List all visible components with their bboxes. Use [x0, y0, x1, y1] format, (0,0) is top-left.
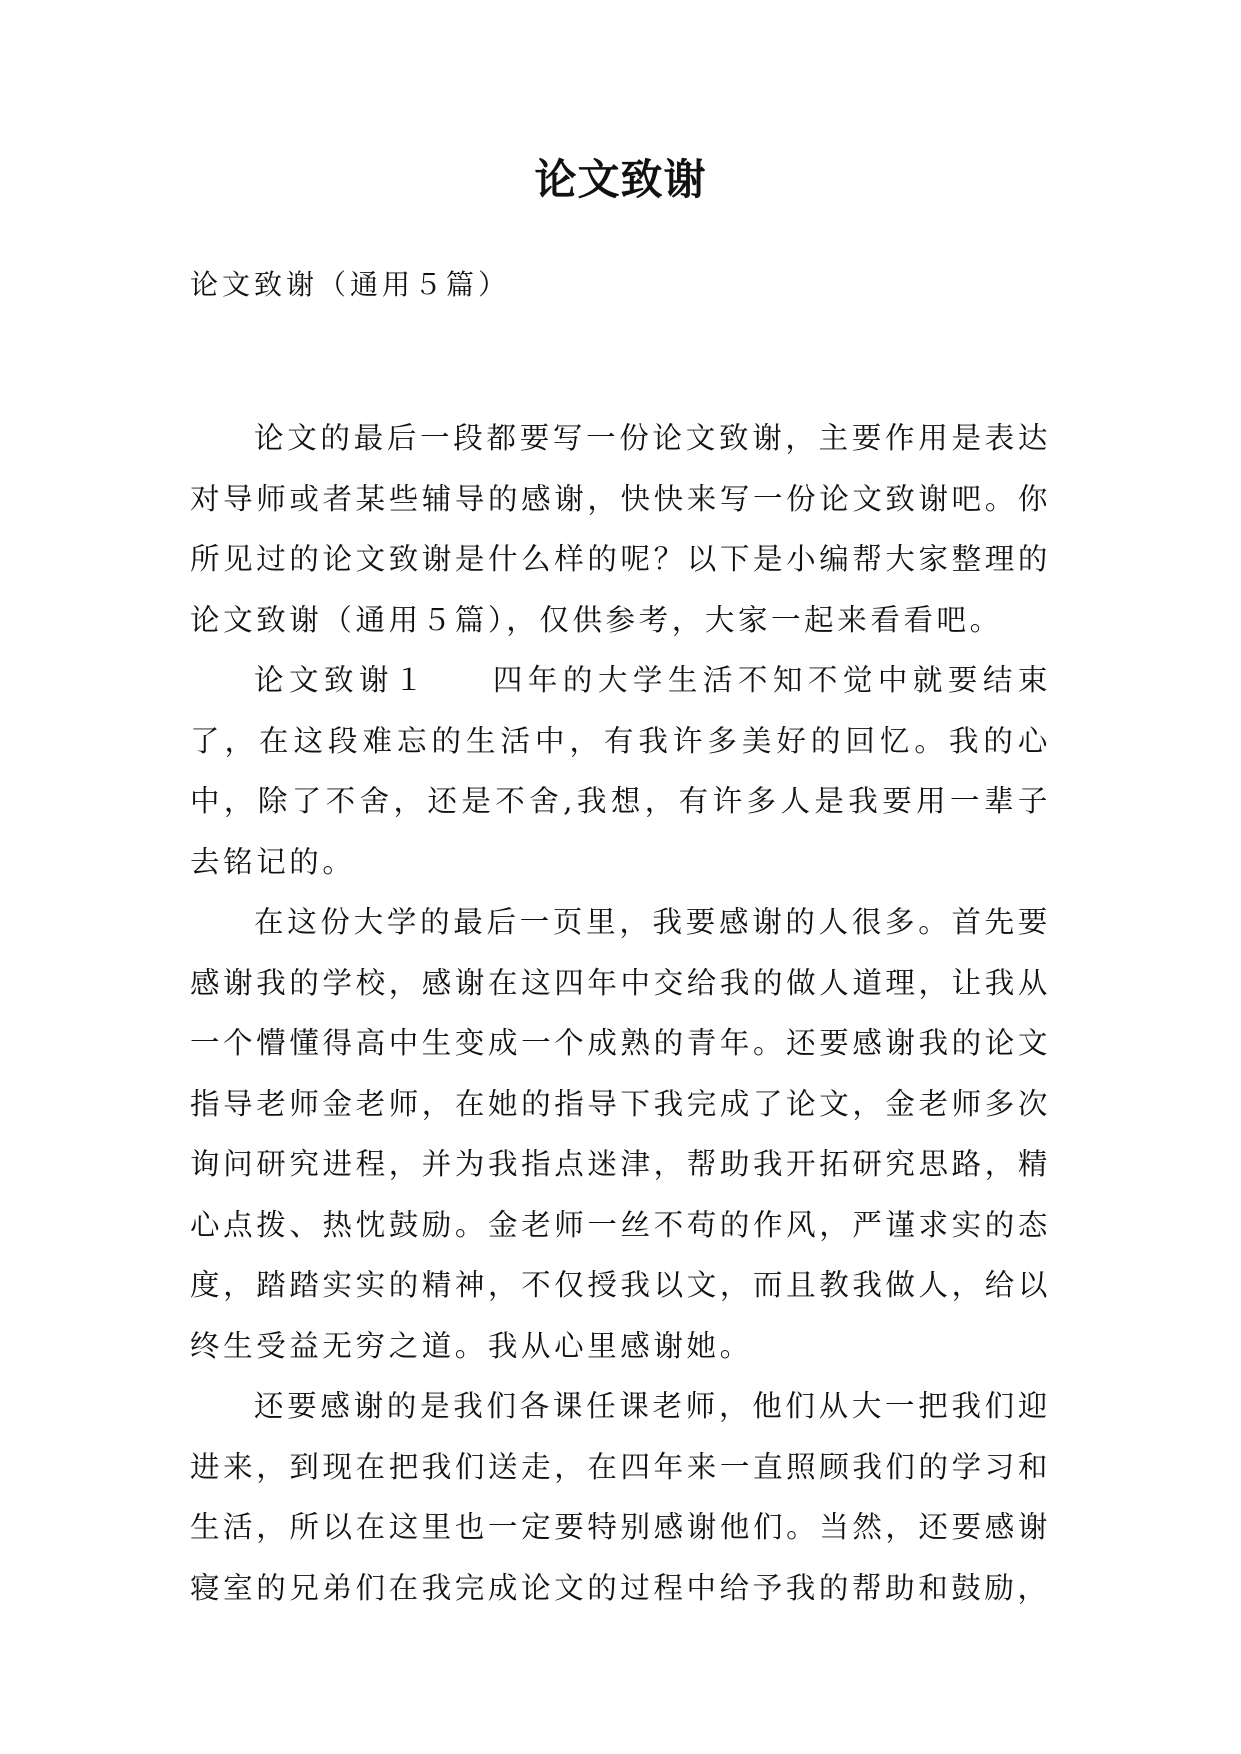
section-1-text: 四年的大学生活不知不觉中就要结束了，在这段难忘的生活中，有我许多美好的回忆。我的心中，除了不舍，还是不舍,我想，有许多人是我要用一辈子去铭记的。 — [190, 663, 1051, 879]
document-body — [190, 408, 1051, 1618]
thanks-school-paragraph: 在这份大学的最后一页里，我要感谢的人很多。首先要感谢我的学校，感谢在这四年中交给我的做人道理，让我从一个懵懂得高中生变成一个成熟的青年。还要感谢我的论文指导老师金老师，在她的指导下我完成了论文，金老师多次询问研究进程，并为我指点迷津，帮助我开拓研究思路，精心点拨、热忱鼓励。金老师一丝不苟的作风，严谨求实的态度，踏踏实实的精神，不仅授我以文，而且教我做人，给以终生受益无穷之道。我从心里感谢她。 — [190, 905, 1051, 1363]
thanks-teachers-paragraph: 还要感谢的是我们各课任课老师，他们从大一把我们迎进来，到现在把我们送走，在四年来一直照顾我们的学习和生活，所以在这里也一定要特别感谢他们。当然，还要感谢寝室的兄弟们在我完成论文的过程中给予我的帮助和鼓励， — [190, 1389, 1051, 1605]
document-subtitle: 论文致谢（通用５篇） — [190, 268, 511, 301]
section-1-heading: 论文致谢１ — [254, 663, 429, 697]
document-title: 论文致谢 — [534, 155, 707, 204]
intro-paragraph: 论文的最后一段都要写一份论文致谢，主要作用是表达对导师或者某些辅导的感谢，快快来写一份论文致谢吧。你所见过的论文致谢是什么样的呢？以下是小编帮大家整理的论文致谢（通用５篇），仅供参考，大家一起来看看吧。 — [190, 421, 1051, 637]
section-1-paragraph — [190, 650, 1051, 892]
